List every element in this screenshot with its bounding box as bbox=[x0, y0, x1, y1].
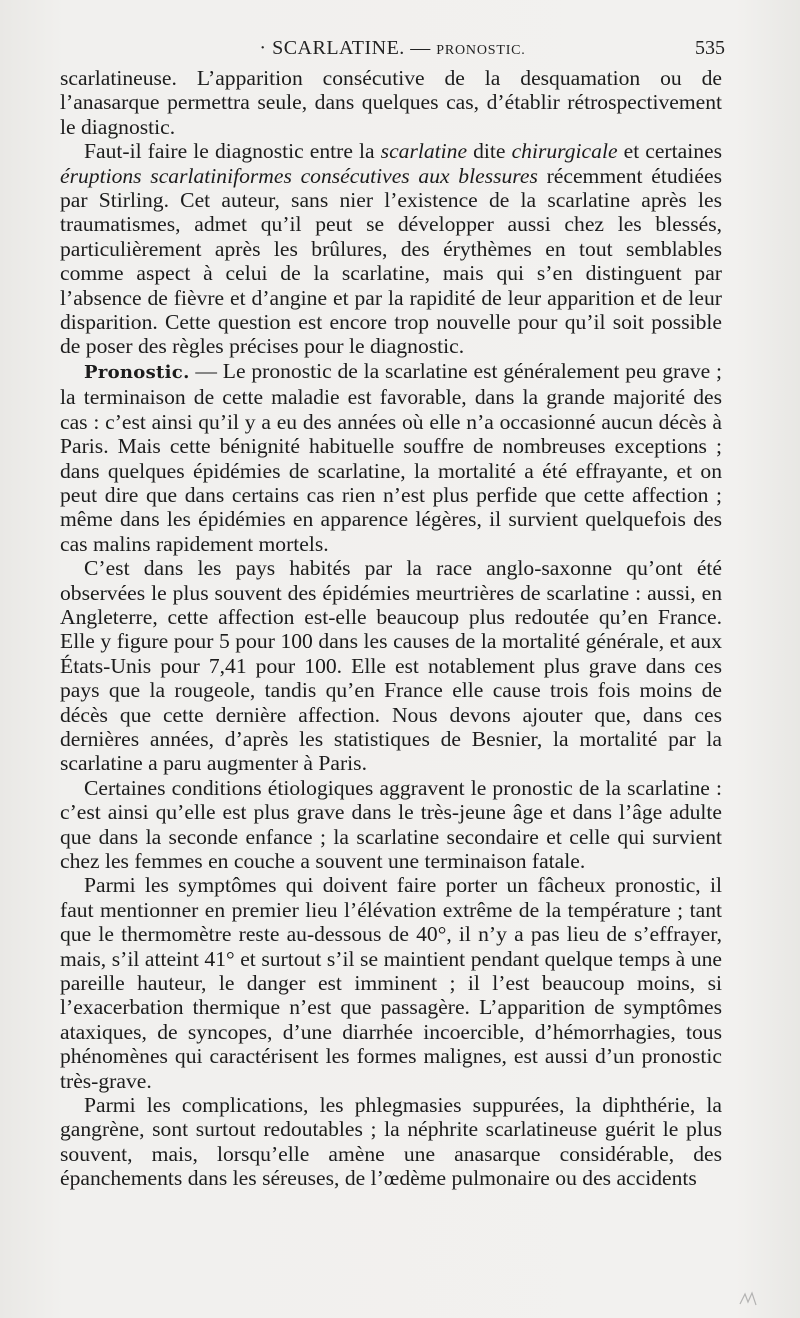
paragraph-2-text-e: et certaines bbox=[617, 139, 722, 164]
paragraph-1: scarlatineuse. L’apparition consécutive de la desquamation ou de l’anasarque permettra seule, dans quelques cas, d’établir rétrospectivement le diagnostic. bbox=[60, 66, 722, 139]
paragraph-2-italic-scarlatine: scarlatine bbox=[380, 139, 468, 164]
paragraph-2 bbox=[60, 139, 722, 359]
paragraph-3 bbox=[60, 359, 722, 556]
body-text bbox=[60, 66, 722, 1191]
page-number: 535 bbox=[695, 37, 725, 59]
paragraph-2-italic-eruptions: éruptions scarlatiniformes consécutives aux blessures bbox=[60, 163, 538, 188]
paragraph-3-text: — Le pronostic de la scarlatine est généralement peu grave ; la terminaison de cette maladie est favorable, dans la grande majorité des cas : c’est ainsi qu’il y a eu des années où elle n’a occasionné aucun décès à Paris. Mais cette bénignité habituelle souffre de nombreuses exceptions ; dans quelques épidémies de scarlatine, la mortalité a été effrayante, et on peut dire que dans certains cas rien n’est plus perfide que cette affection ; même dans les épidémies en apparence légères, il survient quelquefois des cas malins rapidement mortels. bbox=[60, 358, 722, 556]
paragraph-2-text-a: Faut-il faire le diagnostic entre la bbox=[84, 139, 381, 164]
running-head-main: · SCARLATINE. — bbox=[259, 37, 437, 59]
section-heading-pronostic: Pronostic. bbox=[84, 361, 190, 383]
paragraph-6: Parmi les symptômes qui doivent faire porter un fâcheux pronostic, il faut mentionner en premier lieu l’élévation extrême de la température ; tant que le thermomètre reste au-dessous de 40°, il n’y a pas lieu de s’effrayer, mais, s’il atteint 41° et surtout s’il se maintient pendant quelque temps à une pareille hauteur, le danger est imminent ; il l’est beaucoup moins, si l’exacerbation thermique n’est que passagère. L’apparition de symptômes ataxiques, de syncopes, d’une diarrhée incoercible, d’hémorrhagies, tous phénomènes qui caractérisent les formes malignes, est aussi d’un pronostic très-grave. bbox=[60, 873, 722, 1093]
paragraph-2-italic-chirurgicale: chirurgicale bbox=[511, 139, 618, 164]
paragraph-7: Parmi les complications, les phlegmasies suppurées, la diphthérie, la gangrène, sont surtout redoutables ; la néphrite scarlatineuse guérit le plus souvent, mais, lorsqu’elle amène une anasarque considérable, des épanchements dans les séreuses, de l’œdème pulmonaire ou des accidents bbox=[60, 1093, 722, 1191]
smudge-icon bbox=[736, 1290, 760, 1308]
paragraph-5: Certaines conditions étiologiques aggravent le pronostic de la scarlatine : c’est ainsi qu’elle est plus grave dans le très-jeune âge et dans l’âge adulte que dans la seconde enfance ; la scarlatine secondaire et celle qui survient chez les femmes en couche a souvent une terminaison fatale. bbox=[60, 775, 722, 873]
running-head-title bbox=[60, 34, 725, 65]
paragraph-2-text-g: récemment étudiées par Stirling. Cet auteur, sans nier l’existence de la scarlatine après les traumatismes, admet qu’il peut se développer aussi chez les blessés, particulièrement après les brûlures, des érythèmes en tout semblables comme aspect à celui de la scarlatine, mais qui s’en distinguent par l’absence de fièvre et d’angine et par la rapidité de leur apparition et de leur disparition. Cette question est encore trop nouvelle pour qu’il soit possible de poser des règles précises pour le diagnostic. bbox=[60, 163, 722, 359]
ink-smudge-mark bbox=[736, 1290, 760, 1308]
running-head-subtitle: PRONOSTIC. bbox=[436, 43, 526, 58]
running-head bbox=[60, 34, 725, 62]
paragraph-2-text-c: dite bbox=[467, 139, 512, 164]
paragraph-4: C’est dans les pays habités par la race anglo-saxonne qu’ont été observées le plus souvent des épidémies meurtrières de scarlatine : aussi, en Angleterre, cette affection est-elle beaucoup plus redoutée qu’en France. Elle y figure pour 5 pour 100 dans les causes de la mortalité générale, et aux États-Unis pour 7,41 pour 100. Elle est notablement plus grave dans ces pays que la rougeole, tandis qu’en France elle cause trois fois moins de décès que cette dernière affection. Nous devons ajouter que, dans ces dernières années, d’après les statistiques de Besnier, la mortalité par la scarlatine a paru augmenter à Paris. bbox=[60, 556, 722, 776]
